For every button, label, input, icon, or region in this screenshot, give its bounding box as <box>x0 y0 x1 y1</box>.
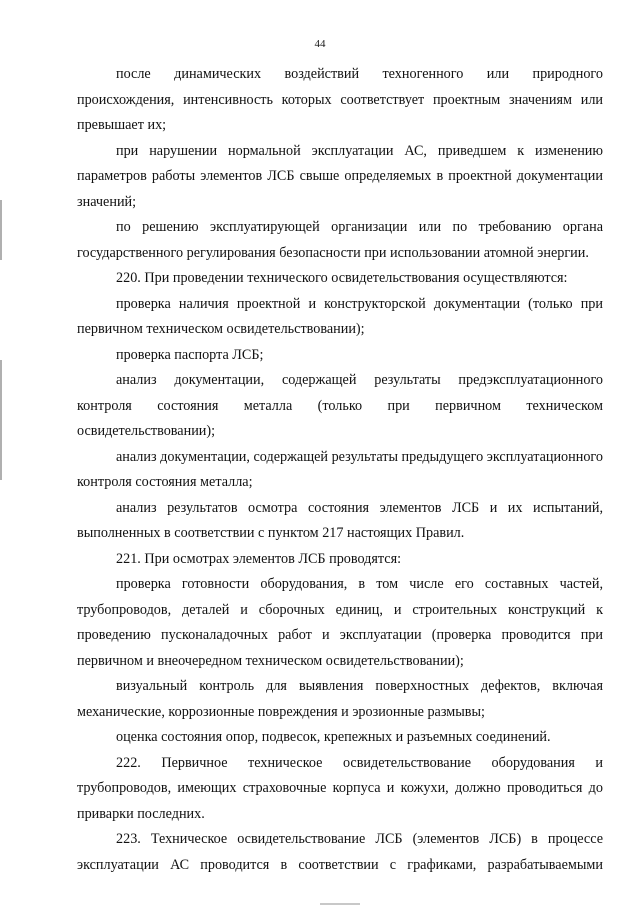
paragraph: анализ результатов осмотра состояния элементов ЛСБ и их испытаний, выполненных в соответствии с пунктом 217 настоящих Правил. <box>77 499 603 541</box>
paragraph: оценка состояния опор, подвесок, крепежных и разъемных соединений. <box>116 729 551 745</box>
paragraph: проверка наличия проектной и конструкторской документации (только при первичном техническом освидетельствовании); <box>77 295 603 337</box>
document-body <box>77 62 603 878</box>
paragraph: 220. При проведении технического освидетельствования осуществляются: <box>116 270 568 286</box>
paragraph: после динамических воздействий техногенного или природного происхождения, интенсивность которых соответствует проектным значениям или превышает их; <box>77 66 603 133</box>
paragraph: проверка паспорта ЛСБ; <box>116 346 264 363</box>
paragraph: визуальный контроль для выявления поверхностных дефектов, включая механические, коррозионные повреждения и эрозионные размывы; <box>77 678 603 720</box>
paragraph: при нарушении нормальной эксплуатации АС, приведшем к изменению параметров работы элементов ЛСБ свыше определяемых в проектной документации значений; <box>77 142 603 210</box>
paragraph: 222. Первичное техническое освидетельствование оборудования и трубопроводов, имеющих страховочные корпуса и кожухи, должно проводиться до приварки последних. <box>77 754 603 822</box>
scan-edge-artifact <box>0 360 2 480</box>
paragraph: анализ документации, содержащей результаты предэксплуатационного контроля состояния металла (только при первичном техническом освидетельствовании); <box>77 372 603 439</box>
page-number: 44 <box>314 38 326 50</box>
paragraph: 221. При осмотрах элементов ЛСБ проводятся: <box>116 550 402 567</box>
scan-edge-artifact <box>0 200 2 260</box>
paragraph: 223. Техническое освидетельствование ЛСБ (элементов ЛСБ) в процессе эксплуатации АС проводится в соответствии с графиками, разрабатываемыми <box>77 831 603 873</box>
paragraph: по решению эксплуатирующей организации или по требованию органа государственного регулирования безопасности при использовании атомной энергии. <box>77 219 603 261</box>
paragraph: проверка готовности оборудования, в том числе его составных частей, трубопроводов, деталей и сборочных единиц, и строительных конструкций к проведению пусконаладочных работ и эксплуатации (проверка проводится при первичном и внеочередном техническом освидетельствовании); <box>77 576 603 669</box>
paragraph: анализ документации, содержащей результаты предыдущего эксплуатационного контроля состояния металла; <box>77 448 603 490</box>
